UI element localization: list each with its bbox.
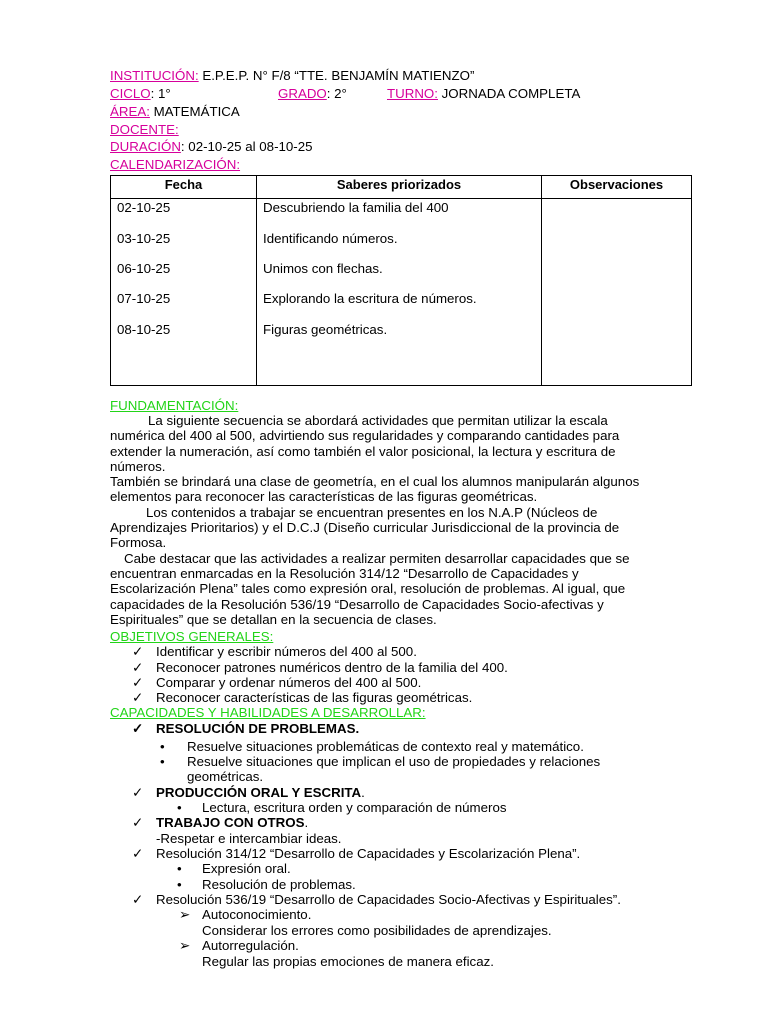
- arrow-bullet-icon: ➢: [179, 938, 191, 953]
- text-line: extender la numeración, así como también el valor posicional, la lectura y escritura de: [110, 443, 616, 459]
- turno-line: [387, 86, 580, 102]
- check-icon: ✓: [132, 721, 144, 736]
- text-line: Cabe destacar que las actividades a realizar permiten desarrollar capacidades que se: [124, 550, 630, 566]
- fecha-item: 07-10-25: [117, 291, 171, 306]
- docente-line: [110, 122, 179, 138]
- res536-item-title: Autorregulación.: [202, 938, 299, 953]
- observaciones-cell: [542, 199, 692, 386]
- text-line: También se brindará una clase de geometría, en el cual los alumnos manipularán algunos: [110, 474, 640, 490]
- text-line: Los contenidos a trabajar se encuentran presentes en los N.A.P (Núcleos de: [146, 504, 598, 520]
- text-line: encuentran enmarcadas en la Resolución 314/12 “Desarrollo de Capacidades y: [110, 565, 579, 581]
- grado-value: : 2°: [326, 86, 347, 101]
- ciclo-line: [110, 86, 171, 102]
- arrow-bullet-icon: ➢: [179, 907, 191, 922]
- text-line: capacidades de la Resolución 536/19 “Desarrollo de Capacidades Socio-afectivas y: [110, 596, 604, 612]
- saber-item: Figuras geométricas.: [263, 322, 388, 337]
- institucion-label: INSTITUCIÓN:: [110, 68, 199, 83]
- text-line: La siguiente secuencia se abordará actividades que permitan utilizar la escala: [148, 413, 608, 428]
- bullet-icon: •: [160, 754, 165, 769]
- check-icon: ✓: [132, 815, 144, 830]
- text-line: Escolarización Plena” tales como expresión oral, resolución de problemas. Al igual, que: [110, 581, 626, 597]
- area-value: MATEMÁTICA: [149, 104, 240, 119]
- turno-value: JORNADA COMPLETA: [437, 86, 581, 101]
- header-observaciones: Observaciones: [542, 176, 692, 199]
- fecha-item: 06-10-25: [117, 261, 171, 276]
- text-line: números.: [110, 458, 166, 474]
- text-line: Formosa.: [110, 535, 167, 551]
- res314-title: Resolución 314/12 “Desarrollo de Capacidades y Escolarización Plena”.: [156, 846, 581, 861]
- check-icon: ✓: [132, 690, 144, 705]
- resolucion-title: RESOLUCIÓN DE PROBLEMAS.: [156, 721, 360, 736]
- saberes-cell: [257, 199, 542, 386]
- ciclo-label: CICLO: [110, 86, 151, 101]
- produccion-title: PRODUCCIÓN ORAL Y ESCRITA: [156, 785, 362, 800]
- trabajo-line: TRABAJO CON OTROS.: [156, 815, 309, 830]
- saber-item: Unimos con flechas.: [263, 261, 383, 276]
- check-icon: ✓: [132, 675, 144, 690]
- produccion-line: PRODUCCIÓN ORAL Y ESCRITA.: [156, 785, 365, 800]
- grado-line: [278, 86, 347, 102]
- institucion-value: E.P.E.P. N° F/8 “TTE. BENJAMÍN MATIENZO”: [198, 68, 475, 83]
- resolucion-item-cont: geométricas.: [187, 769, 264, 784]
- duracion-label: DURACIÓN: [110, 139, 181, 154]
- res536-item-text: Considerar los errores como posibilidades de aprendizajes.: [202, 923, 552, 938]
- fecha-cell: [111, 199, 257, 386]
- docente-label: DOCENTE:: [110, 122, 179, 137]
- objetivo-item: Comparar y ordenar números del 400 al 500.: [156, 675, 422, 690]
- capacidades-title-line: [110, 705, 426, 721]
- area-line: [110, 104, 240, 120]
- res536-title: Resolución 536/19 “Desarrollo de Capacidades Socio-Afectivas y Espirituales”.: [156, 892, 621, 907]
- fundamentacion-paragraph: [110, 413, 690, 627]
- table-body-row: [111, 199, 692, 386]
- bullet-icon: •: [160, 739, 165, 754]
- check-icon: ✓: [132, 892, 144, 907]
- res536-item-title: Autoconocimiento.: [202, 907, 312, 922]
- check-icon: ✓: [132, 846, 144, 861]
- check-icon: ✓: [132, 644, 144, 659]
- bullet-icon: •: [177, 877, 182, 892]
- fecha-item: 02-10-25: [117, 200, 171, 215]
- trabajo-title: TRABAJO CON OTROS: [156, 815, 305, 830]
- resolucion-item: Resuelve situaciones que implican el uso de propiedades y relaciones: [187, 754, 601, 769]
- turno-label: TURNO:: [387, 86, 438, 101]
- grado-label: GRADO: [278, 86, 327, 101]
- saber-item: Descubriendo la familia del 400: [263, 200, 449, 215]
- objetivo-item: Reconocer características de las figuras geométricas.: [156, 690, 473, 705]
- table-header-row: [111, 176, 692, 199]
- header-fecha: Fecha: [111, 176, 257, 199]
- resolucion-item: Resuelve situaciones problemáticas de contexto real y matemático.: [187, 739, 584, 754]
- fecha-item: 03-10-25: [117, 231, 171, 246]
- text-line: elementos para reconocer las características de las figuras geométricas.: [110, 489, 538, 505]
- res536-item-text: Regular las propias emociones de manera eficaz.: [202, 954, 494, 969]
- calendar-table: [110, 175, 692, 386]
- objetivos-title-line: [110, 629, 273, 645]
- objetivo-item: Reconocer patrones numéricos dentro de la familia del 400.: [156, 660, 508, 675]
- check-icon: ✓: [132, 660, 144, 675]
- objetivos-title: OBJETIVOS GENERALES:: [110, 629, 274, 644]
- institucion-line: [110, 68, 474, 84]
- produccion-item: Lectura, escritura orden y comparación de números: [202, 800, 507, 815]
- text-line: Aprendizajes Prioritarios) y el D.C.J (Diseño curricular Jurisdiccional de la provincia de: [110, 520, 620, 536]
- fundamentacion-title-line: [110, 398, 238, 414]
- duracion-value: : 02-10-25 al 08-10-25: [180, 139, 313, 154]
- text-line: numérica del 400 al 500, advirtiendo sus regularidades y comparando cantidades para: [110, 428, 620, 444]
- saber-item: Explorando la escritura de números.: [263, 291, 477, 306]
- ciclo-value: : 1°: [150, 86, 171, 101]
- header-saberes: Saberes priorizados: [257, 176, 542, 199]
- fecha-item: 08-10-25: [117, 322, 171, 337]
- objetivo-item: Identificar y escribir números del 400 al 500.: [156, 644, 417, 659]
- bullet-icon: •: [177, 861, 182, 876]
- saber-item: Identificando números.: [263, 231, 398, 246]
- trabajo-text: -Respetar e intercambiar ideas.: [156, 831, 342, 846]
- res314-item: Expresión oral.: [202, 861, 291, 876]
- area-label: ÁREA:: [110, 104, 150, 119]
- capacidades-title: CAPACIDADES Y HABILIDADES A DESARROLLAR:: [110, 705, 426, 720]
- bullet-icon: •: [177, 800, 182, 815]
- duracion-line: [110, 139, 313, 155]
- calendarizacion-line: [110, 157, 240, 173]
- check-icon: ✓: [132, 785, 144, 800]
- res314-item: Resolución de problemas.: [202, 877, 356, 892]
- fundamentacion-title: FUNDAMENTACIÓN:: [110, 398, 239, 413]
- text-line: Espirituales” que se detallan en la secuencia de clases.: [110, 611, 437, 627]
- calendarizacion-label: CALENDARIZACIÓN:: [110, 157, 241, 172]
